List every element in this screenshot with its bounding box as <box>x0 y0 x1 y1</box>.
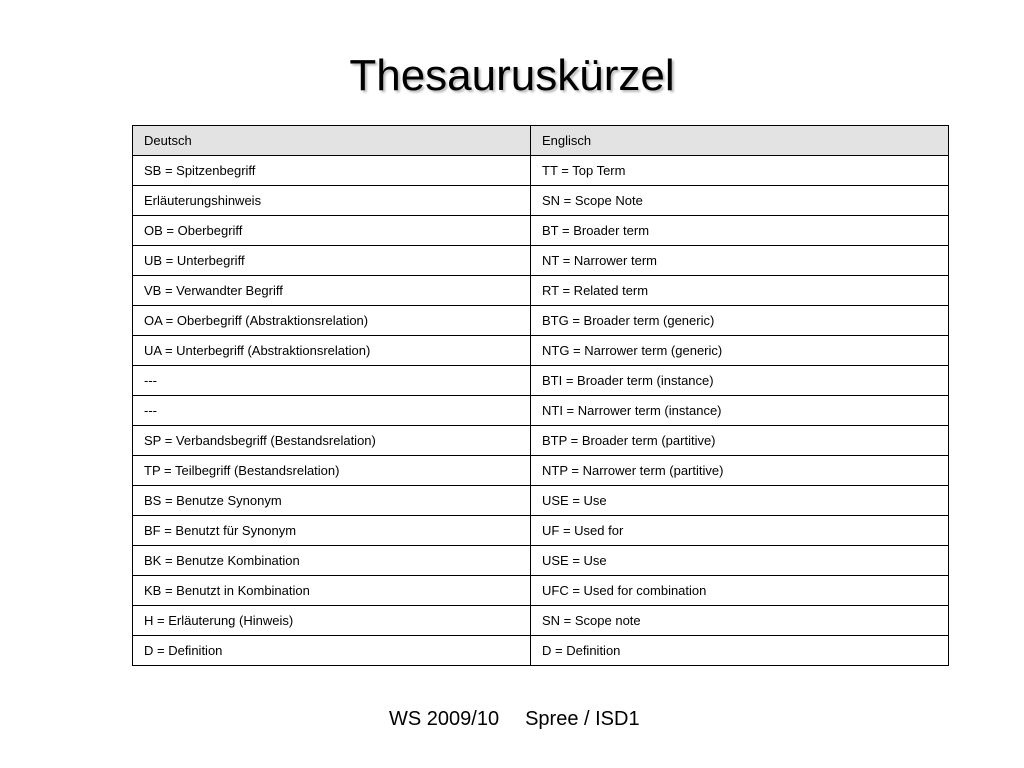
cell-german: KB = Benutzt in Kombination <box>133 576 531 606</box>
cell-english: NTI = Narrower term (instance) <box>531 396 949 426</box>
cell-german: SP = Verbandsbegriff (Bestandsrelation) <box>133 426 531 456</box>
cell-english: SN = Scope Note <box>531 186 949 216</box>
table-row <box>133 516 949 546</box>
cell-german: VB = Verwandter Begriff <box>133 276 531 306</box>
table-row <box>133 156 949 186</box>
table-row <box>133 366 949 396</box>
footer-course: Spree / ISD1 <box>525 708 640 730</box>
cell-german: --- <box>133 396 531 426</box>
cell-german: H = Erläuterung (Hinweis) <box>133 606 531 636</box>
cell-german: Erläuterungshinweis <box>133 186 531 216</box>
cell-english: UF = Used for <box>531 516 949 546</box>
table-row <box>133 336 949 366</box>
slide-footer <box>389 705 640 733</box>
cell-english: BTG = Broader term (generic) <box>531 306 949 336</box>
cell-german: BF = Benutzt für Synonym <box>133 516 531 546</box>
cell-english: SN = Scope note <box>531 606 949 636</box>
cell-english: BTP = Broader term (partitive) <box>531 426 949 456</box>
cell-german: OB = Oberbegriff <box>133 216 531 246</box>
table-row <box>133 426 949 456</box>
table-body <box>133 156 949 666</box>
table-row <box>133 276 949 306</box>
table-row <box>133 306 949 336</box>
table-row <box>133 246 949 276</box>
cell-german: BS = Benutze Synonym <box>133 486 531 516</box>
cell-german: UA = Unterbegriff (Abstraktionsrelation) <box>133 336 531 366</box>
slide-title: Thesauruskürzel <box>349 51 675 100</box>
table-row <box>133 546 949 576</box>
table-row <box>133 606 949 636</box>
cell-english: BTI = Broader term (instance) <box>531 366 949 396</box>
cell-english: USE = Use <box>531 546 949 576</box>
table-row <box>133 576 949 606</box>
cell-english: BT = Broader term <box>531 216 949 246</box>
cell-english: USE = Use <box>531 486 949 516</box>
table-row <box>133 216 949 246</box>
cell-english: UFC = Used for combination <box>531 576 949 606</box>
table-row <box>133 456 949 486</box>
cell-german: --- <box>133 366 531 396</box>
cell-english: NTG = Narrower term (generic) <box>531 336 949 366</box>
cell-german: D = Definition <box>133 636 531 666</box>
table-row <box>133 186 949 216</box>
column-header-englisch: Englisch <box>531 126 949 156</box>
table-row <box>133 396 949 426</box>
cell-english: D = Definition <box>531 636 949 666</box>
abbreviation-table <box>132 125 949 666</box>
footer-semester: WS 2009/10 <box>389 708 500 730</box>
cell-german: OA = Oberbegriff (Abstraktionsrelation) <box>133 306 531 336</box>
cell-english: RT = Related term <box>531 276 949 306</box>
table-row <box>133 636 949 666</box>
cell-german: BK = Benutze Kombination <box>133 546 531 576</box>
cell-german: TP = Teilbegriff (Bestandsrelation) <box>133 456 531 486</box>
cell-english: NT = Narrower term <box>531 246 949 276</box>
table-header-row <box>133 126 949 156</box>
cell-german: SB = Spitzenbegriff <box>133 156 531 186</box>
cell-german: UB = Unterbegriff <box>133 246 531 276</box>
cell-english: NTP = Narrower term (partitive) <box>531 456 949 486</box>
column-header-deutsch: Deutsch <box>133 126 531 156</box>
cell-english: TT = Top Term <box>531 156 949 186</box>
table-row <box>133 486 949 516</box>
